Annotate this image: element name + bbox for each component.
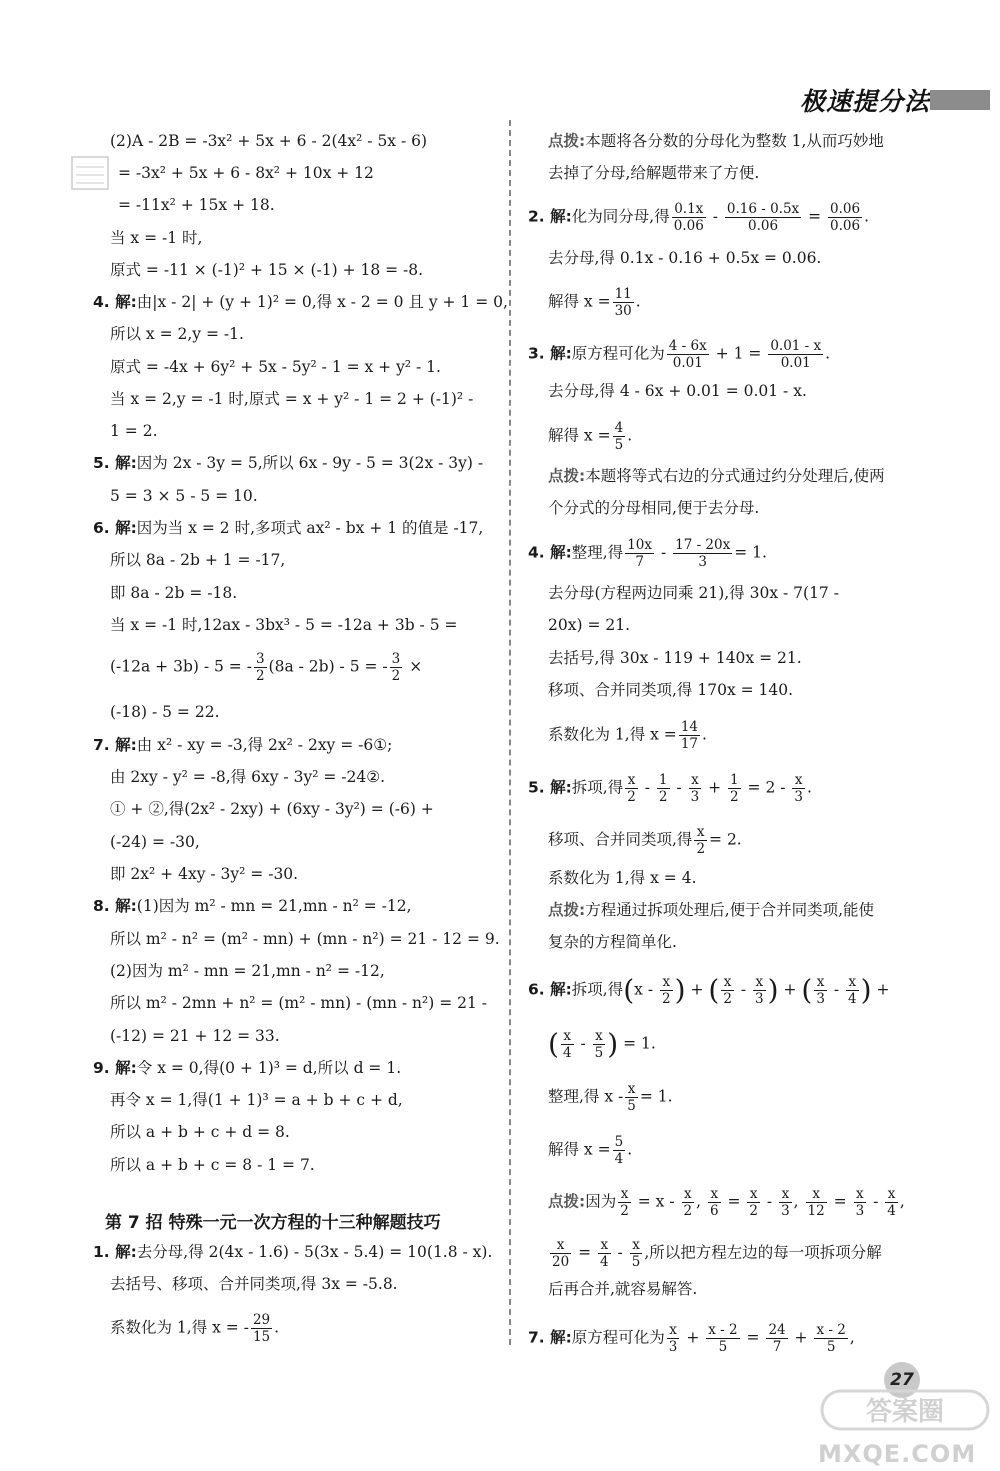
text-line: 即 8a - 2b = -18. xyxy=(110,584,238,602)
text-line: 后再合并,就容易解答. xyxy=(548,1280,698,1298)
fraction-line xyxy=(548,824,742,857)
text-line: 当 x = 2,y = -1 时,原式 = x + y² - 1 = 2 + (-1)² - xyxy=(110,390,474,408)
numerator: x xyxy=(721,974,734,991)
tip-4: 点拨:因为 $\frac{x}{2}$ = x - $\frac{x}{2}$ , $\frac{x}{6}$ = $\frac{x}{2}$ - $\frac{x}{3}$ , $\frac{x}{12}$ = $\frac{x}{3}$ - $\frac{x}{4}$ , xyxy=(548,1186,905,1219)
numerator: x xyxy=(618,1186,631,1203)
denominator: 3 xyxy=(698,554,707,570)
tip-2 xyxy=(548,466,885,486)
answer-2: 2. 解:化为同分母,得 $\frac{0.1x}{0.06}$ - $\frac{0.16 - 0.5x}{0.06}$ = $\frac{0.06}{0.06}$ . xyxy=(528,201,870,234)
answer-label: 2. 解: xyxy=(528,207,572,226)
fraction xyxy=(814,974,827,1007)
text: 整理,得 x - xyxy=(548,1087,624,1106)
text-line: 移项、合并同类项,得 170x = 140. xyxy=(548,681,794,699)
page-number: 27 xyxy=(884,1362,920,1398)
numerator: x xyxy=(630,1237,643,1254)
numerator: x xyxy=(806,1186,827,1203)
text-line: 去括号、移项、合并同类项,得 3x = -5.8. xyxy=(110,1275,398,1293)
numerator: 24 xyxy=(768,1322,786,1338)
answer-label: 9. 解: xyxy=(93,1059,137,1077)
text-line: 去分母,得 2(4x - 1.6) - 5(3x - 5.4) = 10(1.8 - x). xyxy=(136,1243,493,1261)
fraction xyxy=(593,1028,606,1061)
fraction xyxy=(673,537,732,570)
numerator: 17 - 20x xyxy=(675,537,731,553)
fraction xyxy=(779,1186,792,1219)
text: = 2. xyxy=(709,830,742,849)
text-line: (2)因为 m² - mn = 21,mn - n² = -12, xyxy=(110,962,385,980)
numerator: 14 xyxy=(680,719,698,735)
numerator: x xyxy=(694,824,707,841)
fraction xyxy=(725,201,801,234)
denominator: 3 xyxy=(781,1203,790,1219)
denominator: 3 xyxy=(794,789,804,805)
fraction xyxy=(682,1186,695,1219)
text: 因为 xyxy=(585,1192,617,1211)
answer-6: 6. 解:拆项,得(x - $\frac{x}{2}$ ) + ( $\frac{x}{2}$ - $\frac{x}{3}$ ) + ( $\frac{x}{3}$ - $\frac{x}{4}$ ) + xyxy=(528,973,890,1007)
section-title: 第 7 招 特殊一元一次方程的十三种解题技巧 xyxy=(105,1213,441,1233)
answer-6 xyxy=(93,518,483,538)
text-line: (1)因为 m² - mn = 21,mn - n² = -12, xyxy=(136,897,412,915)
numerator: 0.06 xyxy=(830,201,861,217)
header-bar xyxy=(930,90,990,110)
text-line: = -11x² + 15x + 18. xyxy=(118,196,275,214)
watermark-url: MXQE.COM xyxy=(818,1440,977,1468)
numerator: 4 xyxy=(614,420,624,436)
numerator: 0.01 - x xyxy=(770,338,822,354)
numerator: x xyxy=(708,1186,721,1203)
section7-answer-1 xyxy=(93,1242,492,1262)
fraction xyxy=(728,772,741,805)
text-line: 所以 m² - 2mn + n² = (m² - mn) - (mn - n²) = 21 - xyxy=(110,994,488,1012)
fraction xyxy=(613,286,634,319)
text-line: 所以 a + b + c = 8 - 1 = 7. xyxy=(110,1156,315,1174)
denominator: 2 xyxy=(658,789,668,805)
fraction xyxy=(708,1186,721,1219)
fraction-line xyxy=(110,651,422,684)
fraction-line: $\frac{x}{20}$ = $\frac{x}{4}$ - $\frac{x}{5}$ ,所以把方程左边的每一项拆项分解 xyxy=(552,1237,882,1270)
numerator: x xyxy=(846,974,859,991)
denominator: 7 xyxy=(772,1339,782,1355)
numerator: x xyxy=(667,1322,680,1339)
tip-label: 点拨: xyxy=(548,467,586,485)
numerator: x xyxy=(747,1186,760,1203)
denominator: 2 xyxy=(662,991,671,1007)
fraction xyxy=(618,1186,631,1219)
text-line: 所以 8a - 2b + 1 = -17, xyxy=(110,551,286,569)
text-line: 所以 x = 2,y = -1. xyxy=(110,325,244,343)
fraction xyxy=(390,651,403,684)
fraction xyxy=(550,1237,571,1270)
brand-watermark-text: 答案圈 xyxy=(865,1397,945,1427)
text-line: 当 x = -1 时, xyxy=(110,229,203,247)
denominator: 12 xyxy=(807,1203,825,1219)
text: 系数化为 1,得 x = xyxy=(548,725,677,744)
fraction xyxy=(706,1322,739,1355)
text: ,所以把方程左边的每一项拆项分解 xyxy=(644,1243,882,1262)
fraction xyxy=(721,974,734,1007)
text: (8a - 2b) - 5 = - xyxy=(268,657,388,676)
denominator: 3 xyxy=(690,789,700,805)
denominator: 5 xyxy=(718,1339,728,1355)
text-line: 去分母,得 0.1x - 0.16 + 0.5x = 0.06. xyxy=(548,249,822,267)
fraction xyxy=(806,1186,827,1219)
fraction xyxy=(679,719,700,752)
text-line: 方程通过拆项处理后,便于合并同类项,能使 xyxy=(585,901,875,919)
text: = 1. xyxy=(639,1087,673,1106)
denominator: 3 xyxy=(816,991,825,1007)
denominator: 2 xyxy=(730,789,739,805)
fraction-line: ( $\frac{x}{4}$ - $\frac{x}{5}$ ) = 1. xyxy=(548,1027,656,1061)
numerator: x xyxy=(660,974,673,991)
text-line: (-24) = -30, xyxy=(110,833,200,851)
denominator: 5 xyxy=(627,1098,636,1114)
answer-label: 3. 解: xyxy=(528,344,572,363)
denominator: 4 xyxy=(562,1045,572,1061)
answer-9 xyxy=(93,1058,401,1078)
numerator: x xyxy=(550,1237,571,1254)
tip-label: 点拨: xyxy=(548,1192,586,1211)
denominator: 2 xyxy=(391,668,401,684)
answer-8 xyxy=(93,896,412,916)
text-line: ① + ②,得(2x² - 2xy) + (6xy - 3y²) = (-6) + xyxy=(110,800,434,818)
fraction xyxy=(657,772,670,805)
answer-7: 7. 解:原方程可化为 $\frac{x}{3}$ + $\frac{x - 2}{5}$ = $\frac{24}{7}$ + $\frac{x - 2}{5}$ , xyxy=(528,1322,855,1355)
answer-label: 4. 解: xyxy=(528,543,572,562)
fraction-line xyxy=(548,1081,673,1114)
text-line: 所以 m² - n² = (m² - mn) + (mn - n²) = 21 - 12 = 9. xyxy=(110,930,500,948)
answer-label: 1. 解: xyxy=(93,1243,137,1261)
text-line: 去掉了分母,给解题带来了方便. xyxy=(548,164,760,182)
denominator: 20 xyxy=(552,1254,570,1270)
text: 系数化为 1,得 x = - xyxy=(110,1318,249,1337)
fraction xyxy=(814,1322,847,1355)
answer-7 xyxy=(93,735,392,755)
stamp-watermark xyxy=(70,155,110,191)
answer-label: 4. 解: xyxy=(93,293,137,311)
text: 化为同分母,得 xyxy=(571,207,670,226)
text-line: (-12) = 21 + 12 = 33. xyxy=(110,1027,280,1045)
fraction-line xyxy=(110,1312,279,1345)
denominator: 5 xyxy=(826,1339,836,1355)
text-line: 本题将等式右边的分式通过约分处理后,使两 xyxy=(585,467,885,485)
numerator: x - 2 xyxy=(708,1322,738,1338)
text-line: 即 2x² + 4xy - 3y² = -30. xyxy=(110,865,299,883)
text-line: 去括号,得 30x - 119 + 140x = 21. xyxy=(548,649,802,667)
numerator: x xyxy=(593,1028,606,1045)
numerator: x xyxy=(753,974,766,991)
numerator: x xyxy=(598,1237,611,1254)
denominator: 4 xyxy=(600,1254,609,1270)
text-line: (2)A - 2B = -3x² + 5x + 6 - 2(4x² - 5x - 6) xyxy=(110,132,428,150)
fraction xyxy=(792,772,805,805)
text-line: 由 2xy - y² = -8,得 6xy - 3y² = -24②. xyxy=(110,768,386,786)
numerator: 3 xyxy=(255,651,265,667)
denominator: 4 xyxy=(848,991,857,1007)
fraction xyxy=(694,824,707,857)
numerator: 0.1x xyxy=(672,201,706,218)
fraction xyxy=(854,1186,867,1219)
numerator: 5 xyxy=(614,1134,624,1150)
denominator: 2 xyxy=(255,668,265,684)
text: . xyxy=(274,1318,280,1337)
denominator: 3 xyxy=(755,991,764,1007)
fraction xyxy=(625,537,654,570)
text-line: = -3x² + 5x + 6 - 8x² + 10x + 12 xyxy=(118,164,374,182)
fraction xyxy=(768,338,823,371)
numerator: x xyxy=(885,1186,898,1203)
fraction-line: 解得 x = $\frac{11}{30}$ . xyxy=(548,286,641,319)
denominator: 5 xyxy=(614,437,624,453)
text: + 1 = xyxy=(715,344,762,363)
header-title: 极速提分法 xyxy=(799,87,930,116)
numerator: x xyxy=(561,1028,574,1045)
fraction xyxy=(613,1134,626,1167)
numerator: 29 xyxy=(252,1312,271,1328)
denominator: 30 xyxy=(614,303,632,319)
fraction xyxy=(660,974,673,1007)
denominator: 6 xyxy=(709,1203,719,1219)
answer-label: 6. 解: xyxy=(93,519,137,537)
fraction xyxy=(251,1312,272,1345)
fraction xyxy=(625,1081,638,1114)
denominator: 5 xyxy=(594,1045,604,1061)
denominator: 2 xyxy=(749,1203,758,1219)
answer-label: 7. 解: xyxy=(528,1328,572,1347)
numerator: x xyxy=(854,1186,867,1203)
text-line: 去分母(方程两边同乘 21),得 30x - 7(17 - xyxy=(548,584,839,602)
denominator: 0.06 xyxy=(673,218,704,234)
denominator: 0.06 xyxy=(830,218,861,234)
fraction xyxy=(630,1237,643,1270)
numerator: 10x xyxy=(627,537,653,553)
denominator: 4 xyxy=(887,1203,896,1219)
text: (-12a + 3b) - 5 = - xyxy=(110,657,252,676)
text-line: 去分母,得 4 - 6x + 0.01 = 0.01 - x. xyxy=(548,382,807,400)
text: = 1. xyxy=(734,543,767,562)
text-line: 所以 a + b + c + d = 8. xyxy=(110,1123,290,1141)
text-line: 原式 = -4x + 6y² + 5x - 5y² - 1 = x + y² - 1. xyxy=(110,358,441,376)
denominator: 4 xyxy=(614,1151,624,1167)
answer-5: 5. 解:拆项,得 $\frac{x}{2}$ - $\frac{1}{2}$ - $\frac{x}{3}$ + $\frac{1}{2}$ = 2 - $\frac{x}{3}$ . xyxy=(528,772,812,805)
tip-label: 点拨: xyxy=(548,901,586,919)
text-line: 令 x = 0,得(0 + 1)³ = d,所以 d = 1. xyxy=(136,1059,402,1077)
fraction xyxy=(561,1028,574,1061)
text: 拆项,得 xyxy=(571,980,624,999)
text: 整理,得 xyxy=(571,543,624,562)
tip-label: 点拨: xyxy=(548,132,586,150)
denominator: 2 xyxy=(723,991,732,1007)
text-line: 1 = 2. xyxy=(110,422,158,440)
column-divider xyxy=(509,120,511,1345)
numerator: 1 xyxy=(658,772,668,788)
fraction xyxy=(828,201,862,234)
fraction xyxy=(689,772,702,805)
answer-3: 3. 解:原方程可化为 $\frac{4 - 6x}{0.01}$ + 1 = $\frac{0.01 - x}{0.01}$ . xyxy=(528,338,831,371)
text-line: 复杂的方程简单化. xyxy=(548,933,677,951)
text-line: 本题将各分数的分母化为整数 1,从而巧妙地 xyxy=(585,132,884,150)
answer-4: 4. 解:整理,得 $\frac{10x}{7}$ - $\frac{17 - 20x}{3}$ = 1. xyxy=(528,537,767,570)
fraction xyxy=(672,201,706,234)
text: 原方程可化为 xyxy=(571,344,665,363)
denominator: 0.01 xyxy=(672,355,703,371)
text: 拆项,得 xyxy=(571,778,624,797)
brand-watermark-logo xyxy=(820,1385,990,1433)
fraction xyxy=(766,1322,787,1355)
denominator: 0.06 xyxy=(747,218,779,234)
fraction xyxy=(613,420,626,453)
fraction xyxy=(753,974,766,1007)
text-line: 系数化为 1,得 x = 4. xyxy=(548,869,697,887)
fraction xyxy=(747,1186,760,1219)
text: × xyxy=(409,657,423,676)
numerator: 0.16 - 0.5x xyxy=(726,201,800,217)
text-line: 再令 x = 1,得(1 + 1)³ = a + b + c + d, xyxy=(110,1091,403,1109)
answer-label: 5. 解: xyxy=(528,778,572,797)
numerator: 3 xyxy=(391,651,401,667)
text: 原方程可化为 xyxy=(571,1328,665,1347)
denominator: 2 xyxy=(627,789,636,805)
numerator: x xyxy=(779,1186,792,1203)
fraction xyxy=(254,651,267,684)
text-line: 个分式的分母相同,便于去分母. xyxy=(548,499,760,517)
denominator: 2 xyxy=(683,1203,693,1219)
fraction xyxy=(625,772,638,805)
answer-5 xyxy=(93,453,483,473)
denominator: 2 xyxy=(696,841,706,857)
fraction xyxy=(598,1237,611,1270)
text-line: (-18) - 5 = 22. xyxy=(110,703,220,721)
numerator: x xyxy=(682,1186,695,1203)
text-line: 因为 2x - 3y = 5,所以 6x - 9y - 5 = 3(2x - 3y) - xyxy=(136,454,484,472)
denominator: 15 xyxy=(252,1329,271,1345)
denominator: 5 xyxy=(631,1254,641,1270)
text: 移项、合并同类项,得 xyxy=(548,830,693,849)
numerator: x xyxy=(625,772,638,789)
numerator: x xyxy=(689,772,702,789)
text: 解得 x = xyxy=(548,426,611,445)
text-line: 5 = 3 × 5 - 5 = 10. xyxy=(110,487,258,505)
text: 解得 x = xyxy=(548,1140,611,1159)
text-line: 当 x = -1 时,12ax - 3bx³ - 5 = -12a + 3b - 5 = xyxy=(110,616,458,634)
text-line: 由 x² - xy = -3,得 2x² - 2xy = -6①; xyxy=(136,736,393,754)
numerator: 4 - 6x xyxy=(668,338,707,354)
tip-1 xyxy=(548,131,884,151)
fraction-line: 解得 x = $\frac{4}{5}$ . xyxy=(548,420,633,453)
denominator: 3 xyxy=(668,1339,678,1355)
fraction-line: 解得 x = $\frac{5}{4}$ . xyxy=(548,1134,633,1167)
answer-4 xyxy=(93,292,508,312)
fraction xyxy=(885,1186,898,1219)
fraction xyxy=(667,1322,680,1355)
denominator: 0.01 xyxy=(780,355,811,371)
numerator: 11 xyxy=(614,286,632,302)
text-line: 由|x - 2| + (y + 1)² = 0,得 x - 2 = 0 且 y + 1 = 0, xyxy=(136,293,508,311)
numerator: x xyxy=(814,974,827,991)
answer-label: 7. 解: xyxy=(93,736,137,754)
numerator: x xyxy=(625,1081,638,1098)
numerator: x xyxy=(792,772,805,789)
text-line: 原式 = -11 × (-1)² + 15 × (-1) + 18 = -8. xyxy=(110,261,424,279)
denominator: 17 xyxy=(680,736,698,752)
fraction xyxy=(667,338,709,371)
fraction-line: 系数化为 1,得 x = $\frac{14}{17}$ . xyxy=(548,719,707,752)
denominator: 3 xyxy=(855,1203,865,1219)
answer-label: 5. 解: xyxy=(93,454,137,472)
numerator: 1 xyxy=(730,772,739,788)
denominator: 2 xyxy=(620,1203,629,1219)
answer-label: 8. 解: xyxy=(93,897,137,915)
numerator: x - 2 xyxy=(816,1322,846,1338)
text-line: 因为当 x = 2 时,多项式 ax² - bx + 1 的值是 -17, xyxy=(136,519,484,537)
text: 解得 x = xyxy=(548,292,611,311)
fraction xyxy=(846,974,859,1007)
denominator: 7 xyxy=(635,554,644,570)
text-line: 20x) = 21. xyxy=(548,616,631,634)
tip-3 xyxy=(548,900,874,920)
answer-label: 6. 解: xyxy=(528,980,572,999)
